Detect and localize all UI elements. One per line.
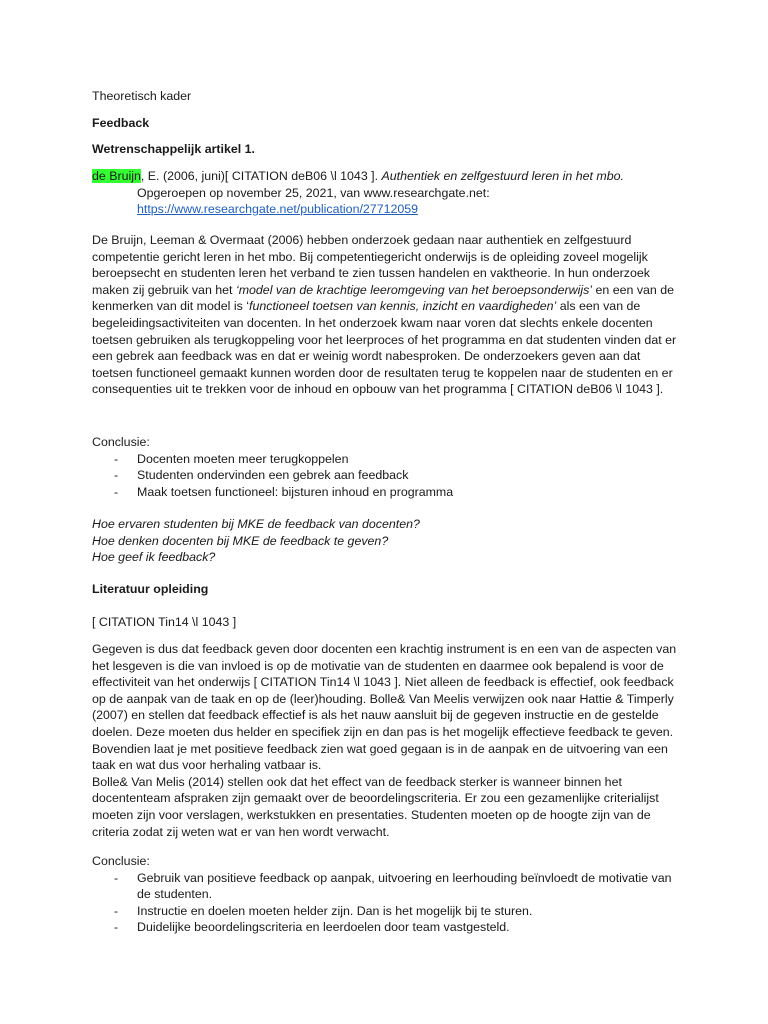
conclusion-block-1 <box>92 434 682 500</box>
doc-title: Theoretisch kader <box>92 89 192 103</box>
list-item: - Duidelijke beoordelingscriteria en leerdoelen door team vastgesteld. <box>92 919 682 936</box>
research-questions <box>92 516 682 566</box>
para1-text-c: als een van de begeleidingsactiviteiten van docenten. In het onderzoek kwam naar voren dat slechts enkele docenten toetsen gebruiken als terugkoppeling voor het leerproces of het programma en dat studenten vinden dat er een gebrek aan feedback was en dat er weinig wordt nabesproken. De onderzoekers geven aan dat toetsen functioneel gemaakt kunnen worden door de resultaten terug te koppelen naar de studenten en er consequenties uit te trekken voor de inhoud en opbouw van het programma [ CITATION deB06 \l 1043 ]. <box>92 299 677 397</box>
conclusion-list-2 <box>92 870 682 936</box>
reference-retrieved: Opgeroepen op november 25, 2021, van www.researchgate.net: <box>137 185 490 200</box>
list-item: - Maak toetsen functioneel: bijsturen inhoud en programma <box>92 484 682 501</box>
section-heading-literatuur: Literatuur opleiding <box>92 582 209 596</box>
body-paragraph-2: Gegeven is dus dat feedback geven door docenten een krachtig instrument is en een van de aspecten van het lesgeven is die van invloed is op de motivatie van de studenten en daarmee ook bepalend is voor de effectiviteit van het onderwijs [ CITATION Tin14 \l 1043 ]. Niet alleen de feedback is effectief, ook feedback op de aanpak van de taak en op de (leer)houding. Bolle& Van Meelis verwijzen ook naar Hattie & Timperly (2007) en stellen dat feedback effectief is als het nauw aansluit bij de gegeven instructie en de gestelde doelen. Deze moeten dus helder en specifiek zijn en dan pas is het mogelijk effectieve feedback te geven. Bovendien laat je met positieve feedback zien wat goed gegaan is in de aanpak en de uitvoering van een taak en wat dus voor herhaling vatbaar is. <box>92 642 677 773</box>
para1-text-b: en een van de kenmerken van dit model is ‘ <box>92 282 675 314</box>
list-item: - Gebruik van positieve feedback op aanpak, uitvoering en leerhouding beïnvloedt de motivatie van de studenten. <box>92 870 682 903</box>
body-paragraph-1 <box>92 232 682 398</box>
list-item: - Docenten moeten meer terugkoppelen <box>92 451 682 468</box>
reference-line-1 <box>92 168 682 185</box>
para1-italic-model: ‘model van de krachtige leeromgeving van het beroepsonderwijs’ <box>235 282 593 297</box>
conclusion-block-2 <box>92 853 682 936</box>
conclusion-label-2: Conclusie: <box>92 854 150 868</box>
conclusion-list-1 <box>92 451 682 501</box>
question-line: Hoe geef ik feedback? <box>92 550 216 565</box>
body-paragraph-3: Bolle& Van Melis (2014) stellen ook dat het effect van de feedback sterker is wanneer binnen het docententeam afspraken zijn gemaakt over de beoordelingscriteria. Er zou een gezamenlijke criterialijst moeten zijn voor verslagen, werkstukken en presentaties. Studenten moeten op de hoogte zijn van de criteria zodat zij weten wat er van hen wordt verwacht. <box>92 774 659 839</box>
reference-title: Authentiek en zelfgestuurd leren in het mbo. <box>381 169 624 183</box>
list-item: - Instructie en doelen moeten helder zijn. Dan is het mogelijk bij te sturen. <box>92 903 682 920</box>
reference-author: de Bruijn <box>92 169 141 183</box>
para1-text-a: De Bruijn, Leeman & Overmaat (2006) hebben onderzoek gedaan naar authentiek en zelfgestuurd competentie gericht leren in het mbo. Bij competentiegericht onderwijs is de opleiding zoveel mogelijk beroepsecht en studenten leren het verband te zien tussen handelen en vaktheorie. In hun onderzoek maken zij gebruik van het <box>92 233 650 297</box>
reference-details: , E. (2006, juni)[ CITATION deB06 \l 1043 ]. <box>140 169 382 183</box>
subsection-heading-article: Wetrenschappelijk artikel 1. <box>92 142 255 156</box>
para1-italic-toetsen: functioneel toetsen van kennis, inzicht en vaardigheden’ <box>249 299 557 314</box>
question-line: Hoe ervaren studenten bij MKE de feedback van docenten? <box>92 517 420 531</box>
question-line: Hoe denken docenten bij MKE de feedback te geven? <box>92 533 389 548</box>
citation-line: [ CITATION Tin14 \l 1043 ] <box>92 615 237 629</box>
conclusion-label-1: Conclusie: <box>92 435 150 449</box>
body-paragraph-2-block <box>92 641 682 840</box>
reference-url-link[interactable]: https://www.researchgate.net/publication/27712059 <box>137 202 419 217</box>
reference-entry <box>92 168 682 218</box>
section-heading-feedback: Feedback <box>92 116 150 130</box>
list-item: - Studenten ondervinden een gebrek aan feedback <box>92 467 682 484</box>
